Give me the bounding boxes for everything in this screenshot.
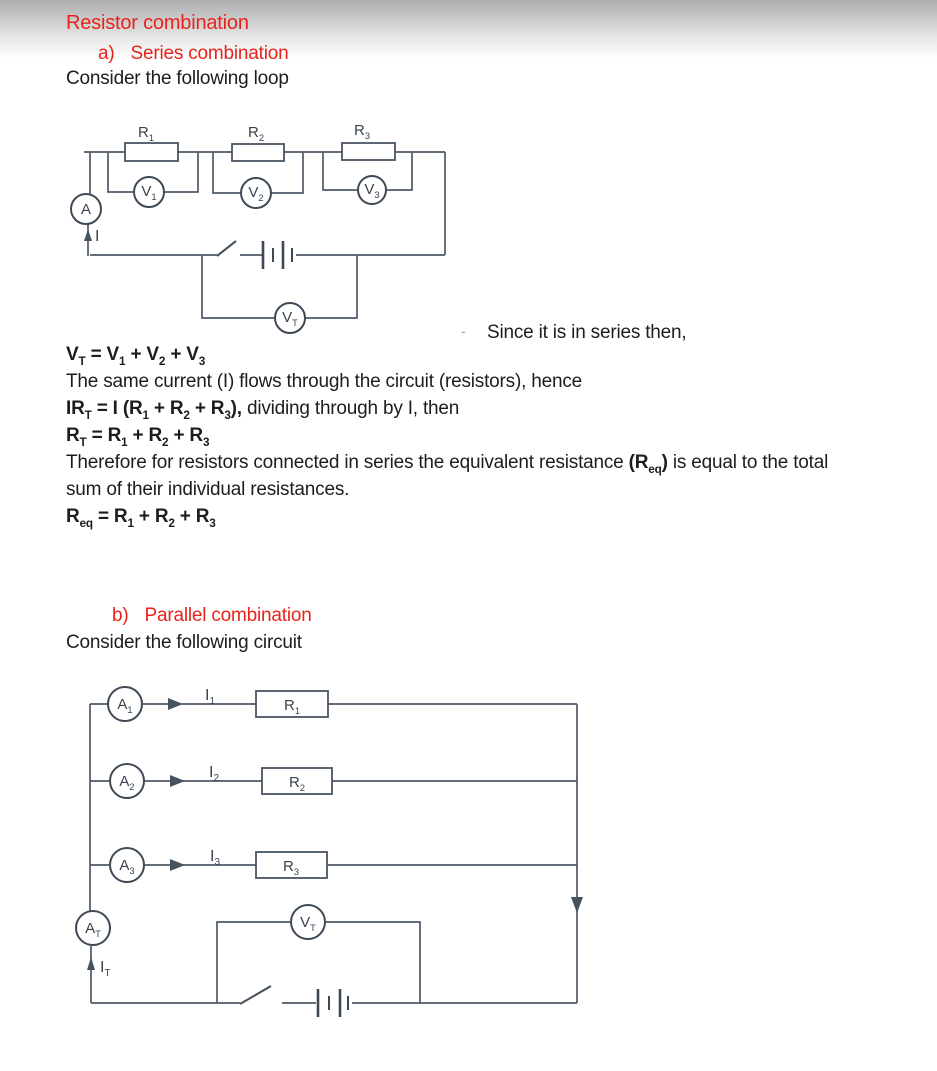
voltmeter-v1-label: $V_1$ <box>141 183 157 202</box>
current-i3-arrow-icon <box>170 859 185 871</box>
switch-icon <box>240 986 271 1004</box>
ammeter-a1-label: $A_1$ <box>117 696 133 715</box>
parallel-wires <box>90 704 577 1003</box>
section-b-label: Parallel combination <box>144 605 312 626</box>
current-i1-arrow-icon <box>168 698 183 710</box>
bus-down-arrow-icon <box>571 897 583 913</box>
current-it-label: $I_T$ <box>100 959 111 979</box>
stray-scan-mark: - <box>461 323 466 339</box>
resistor-r3-label: $R_3$ <box>282 858 300 877</box>
resistor-r3-label: $R_3$ <box>354 122 371 141</box>
resistor-r1-label: $R_1$ <box>283 697 301 716</box>
equation-ir-rest: dividing through by I, then <box>241 398 460 419</box>
section-b-heading <box>112 604 312 628</box>
current-label: I <box>95 228 100 245</box>
therefore-req-bold: $(R_{eq})$ <box>628 452 668 476</box>
current-i1-label: $I_1$ <box>205 687 215 707</box>
equation-vt: $V_T = V_1 + V_2 + V_3$ <box>66 344 206 368</box>
ammeter-a2-label: $A_2$ <box>119 773 135 792</box>
equation-rt: $R_T = R_1 + R_2 + R_3$ <box>66 425 210 449</box>
voltmeter-v3-label: $V_3$ <box>364 181 380 200</box>
series-wires <box>84 152 445 318</box>
voltmeter-vt-label: $V_T$ <box>300 914 316 933</box>
resistor-r2-box <box>232 144 284 161</box>
resistor-r1-box <box>125 143 178 161</box>
section-a-letter: a) <box>98 43 115 64</box>
equation-req: $R_{eq} = R_1 + R_2 + R_3$ <box>66 506 216 530</box>
same-current-line: The same current (I) flows through the circuit (resistors), hence <box>66 371 583 392</box>
voltmeter-vt-label: $V_T$ <box>282 309 298 328</box>
ammeter-at-label: $A_T$ <box>85 920 101 939</box>
battery-icon <box>263 241 292 269</box>
page-title: Resistor combination <box>66 12 249 34</box>
section-a-label: Series combination <box>130 43 289 64</box>
resistor-r3-box <box>342 143 395 160</box>
current-arrow-icon <box>84 229 92 241</box>
resistor-r1-label: $R_1$ <box>138 124 155 143</box>
voltmeter-v2-label: $V_2$ <box>248 184 264 203</box>
equation-ir-bold: $IR_T = I$ $(R_1 + R_2 + R_3)$, <box>66 398 242 422</box>
section-b-letter: b) <box>112 605 129 626</box>
current-i2-arrow-icon <box>170 775 185 787</box>
current-i3-label: $I_3$ <box>210 848 220 868</box>
section-a-heading <box>98 42 288 66</box>
current-i2-label: $I_2$ <box>209 764 219 784</box>
battery-icon <box>318 989 348 1017</box>
resistor-r2-label: $R_2$ <box>288 774 306 793</box>
resistor-r2-label: $R_2$ <box>248 124 265 143</box>
therefore-pre: Therefore for resistors connected in series the equivalent resistance <box>66 452 629 473</box>
switch-icon <box>217 241 236 256</box>
current-it-arrow-icon <box>87 957 95 970</box>
series-circuit-diagram <box>60 108 480 348</box>
equation-ir-line <box>66 397 459 421</box>
ammeter-a3-label: $A_3$ <box>119 857 135 876</box>
therefore-line1 <box>66 451 828 475</box>
series-intro-text: Consider the following loop <box>66 68 289 89</box>
therefore-line2: sum of their individual resistances. <box>66 479 350 500</box>
parallel-circuit-diagram <box>60 672 600 1024</box>
ammeter-a-label: A <box>80 201 92 218</box>
parallel-intro-text: Consider the following circuit <box>66 632 302 653</box>
therefore-post: is equal to the total <box>667 452 829 473</box>
since-series-note: Since it is in series then, <box>487 322 687 343</box>
